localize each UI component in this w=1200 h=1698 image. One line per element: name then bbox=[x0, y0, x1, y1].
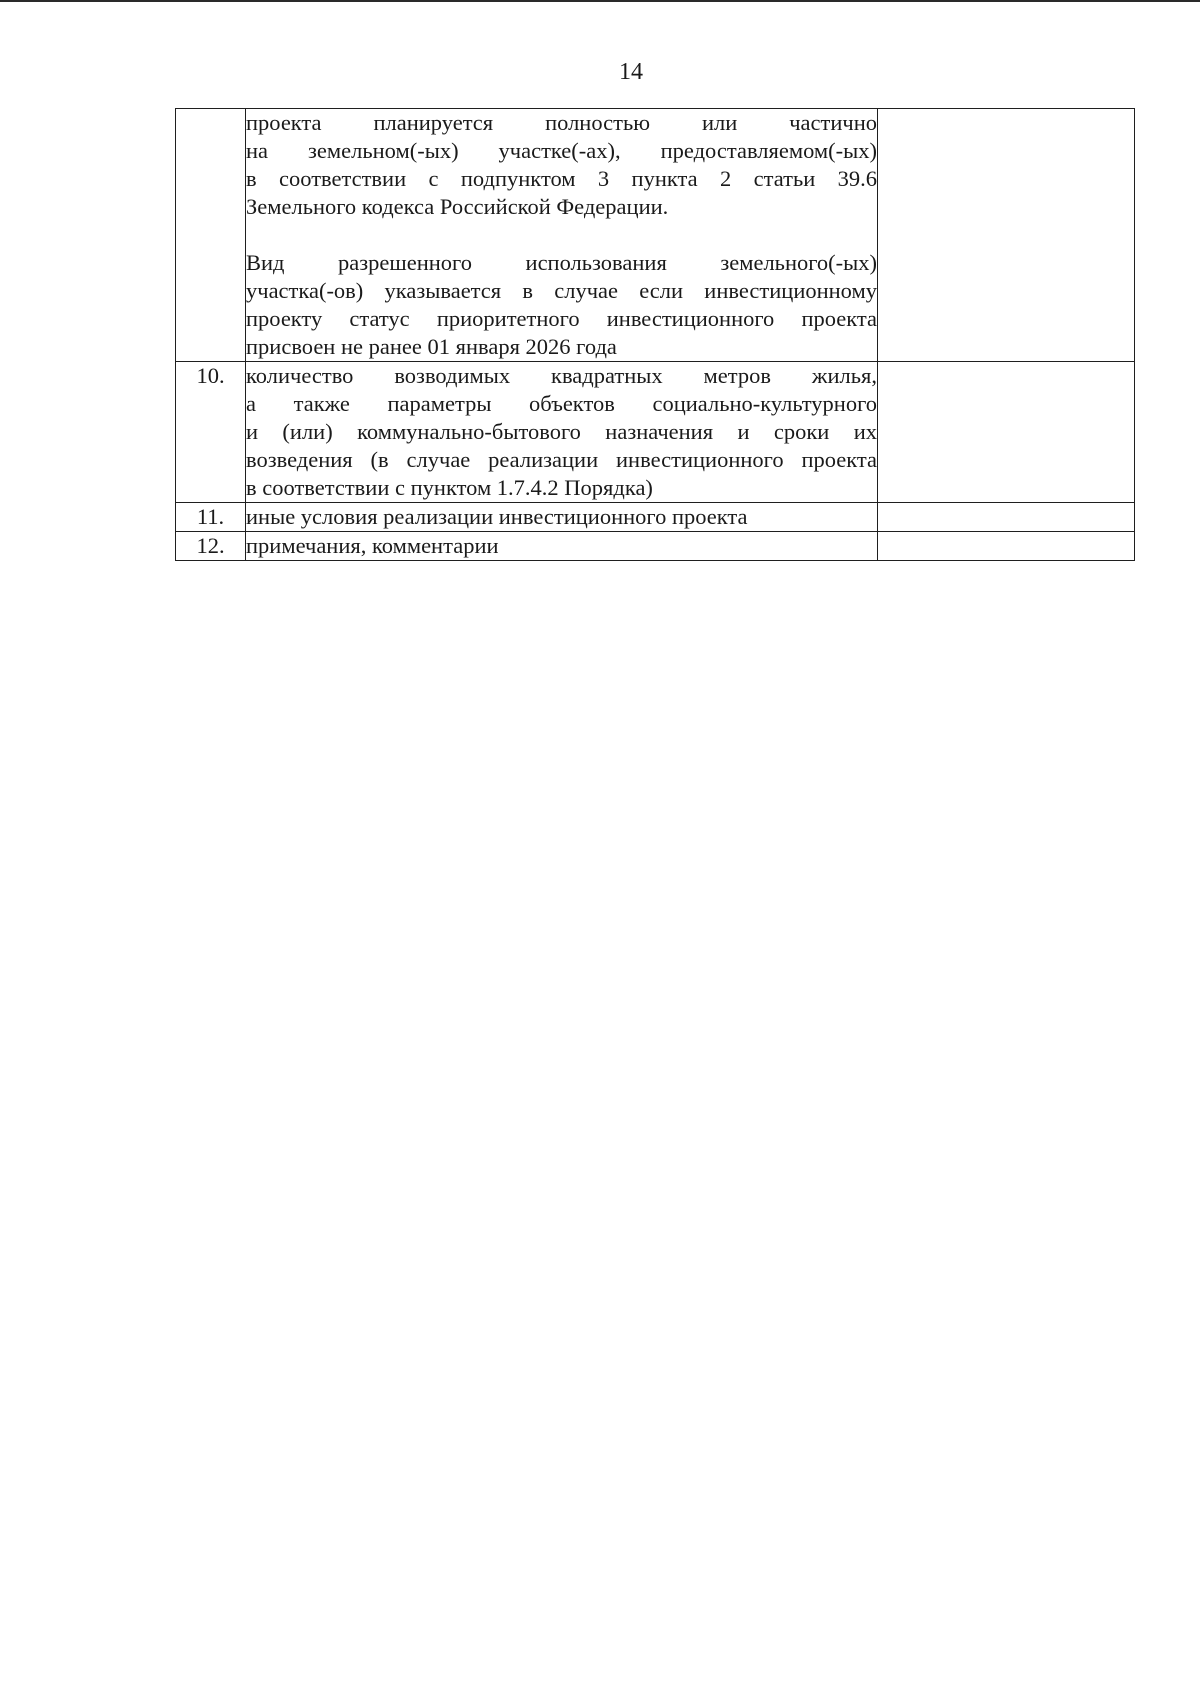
table-row bbox=[176, 532, 1135, 561]
row-value-cell bbox=[878, 503, 1135, 532]
description-line: в соответствии с подпунктом 3 пункта 2 статьи 39.6 bbox=[246, 166, 877, 191]
description-line: Земельного кодекса Российской Федерации. bbox=[246, 194, 669, 219]
description-line: количество возводимых квадратных метров жилья, bbox=[246, 363, 877, 388]
description-line: проекта планируется полностью или частично bbox=[246, 110, 877, 135]
row-description bbox=[246, 109, 878, 362]
description-line: примечания, комментарии bbox=[246, 533, 499, 558]
row-number: 11. bbox=[176, 503, 246, 532]
description-line: на земельном(-ых) участке(-ах), предоставляемом(-ых) bbox=[246, 138, 877, 163]
description-line: и (или) коммунально-бытового назначения и сроки их bbox=[246, 419, 877, 444]
table-row bbox=[176, 362, 1135, 503]
table-row bbox=[176, 503, 1135, 532]
description-line: возведения (в случае реализации инвестиционного проекта bbox=[246, 447, 877, 472]
row-value-cell bbox=[878, 532, 1135, 561]
page-number: 14 bbox=[619, 59, 643, 85]
row-number: 12. bbox=[176, 532, 246, 561]
description-line: Вид разрешенного использования земельного(-ых) bbox=[246, 250, 877, 275]
description-line: а также параметры объектов социально-культурного bbox=[246, 391, 877, 416]
form-table bbox=[175, 108, 1135, 561]
description-line: в соответствии с пунктом 1.7.4.2 Порядка) bbox=[246, 475, 653, 500]
page-top-edge bbox=[0, 0, 1200, 2]
row-description bbox=[246, 362, 878, 503]
description-line: иные условия реализации инвестиционного проекта bbox=[246, 504, 748, 529]
description-line: присвоен не ранее 01 января 2026 года bbox=[246, 334, 617, 359]
row-description bbox=[246, 503, 878, 532]
description-line: проекту статус приоритетного инвестиционного проекта bbox=[246, 306, 877, 331]
row-value-cell bbox=[878, 362, 1135, 503]
table-row bbox=[176, 109, 1135, 362]
description-line: участка(-ов) указывается в случае если инвестиционному bbox=[246, 278, 877, 303]
row-number bbox=[176, 109, 246, 362]
row-description bbox=[246, 532, 878, 561]
paragraph-gap bbox=[246, 221, 877, 249]
row-number: 10. bbox=[176, 362, 246, 503]
row-value-cell bbox=[878, 109, 1135, 362]
